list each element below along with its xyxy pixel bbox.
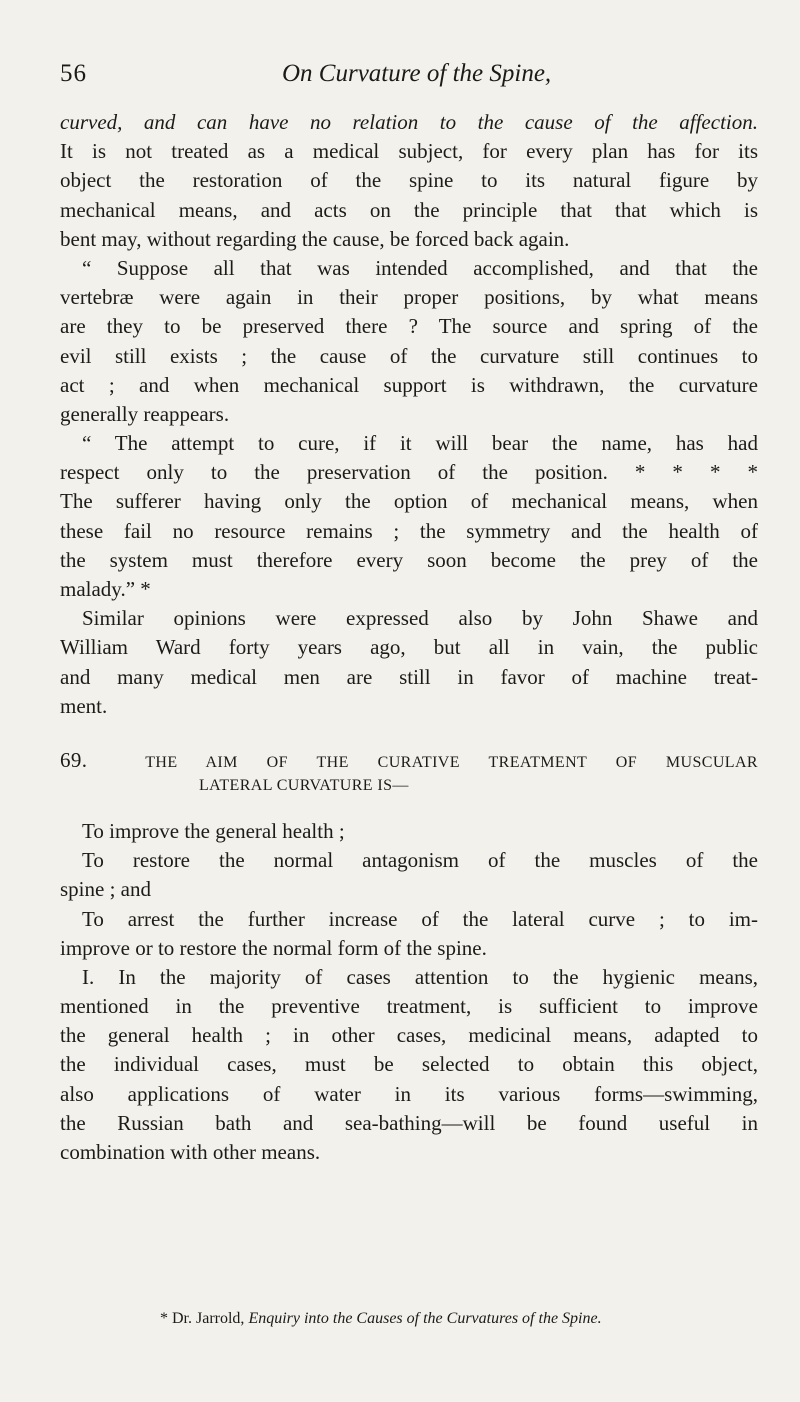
text-line: The sufferer having only the option of mechanical means, when	[60, 489, 758, 514]
text-line: mechanical means, and acts on the principle that that which is	[60, 197, 758, 222]
running-title: On Curvature of the Spine,	[282, 60, 552, 87]
paragraph-1	[60, 108, 758, 254]
text-line: are they to be preserved there ? The source and spring of the	[60, 314, 758, 339]
aim-item: To arrest the further increase of the lateral curve ; to im-	[82, 906, 758, 931]
page-number: 56	[60, 60, 87, 87]
text-line: mentioned in the preventive treatment, is sufficient to improve	[60, 994, 758, 1019]
text-line: these fail no resource remains ; the symmetry and the health of	[60, 518, 758, 543]
aim-item: To restore the normal antagonism of the muscles of the	[82, 848, 758, 873]
running-head	[60, 56, 758, 92]
body-text	[60, 108, 758, 1167]
text-line: also applications of water in its various forms—swimming,	[60, 1081, 758, 1106]
aim-item-continued: spine ; and	[60, 877, 151, 902]
footnote-marker: * Dr. Jarrold,	[160, 1310, 245, 1327]
text-line: “ The attempt to cure, if it will bear the name, has had	[82, 431, 758, 456]
text-line: the system must therefore every soon become the prey of the	[60, 547, 758, 572]
text-line: the Russian bath and sea-bathing—will be found useful in	[60, 1110, 758, 1135]
section-heading	[60, 747, 758, 799]
text-line: act ; and when mechanical support is withdrawn, the curvature	[60, 372, 758, 397]
paragraph-2	[60, 254, 758, 429]
text-line: “ Suppose all that was intended accomplished, and that the	[82, 255, 758, 280]
section-heading-line-2: LATERAL CURVATURE IS—	[199, 776, 409, 794]
aims-list	[60, 817, 758, 963]
spacer	[60, 721, 758, 747]
paragraph-3	[60, 429, 758, 604]
aim-item: To improve the general health ;	[82, 818, 345, 843]
text-line: the general health ; in other cases, medicinal means, adapted to	[60, 1023, 758, 1048]
paragraph-4	[60, 604, 758, 721]
text-line: ment.	[60, 693, 108, 718]
section-number: 69.	[60, 747, 88, 772]
text-line: Similar opinions were expressed also by John Shawe and	[82, 606, 758, 631]
text-line: vertebræ were again in their proper positions, by what means	[60, 285, 758, 310]
aim-item-continued: improve or to restore the normal form of the spine.	[60, 935, 487, 960]
text-line: malady.” *	[60, 577, 151, 601]
section-heading-line	[60, 747, 758, 773]
text-line: I. In the majority of cases attention to the hygienic means,	[82, 964, 758, 989]
spacer	[60, 799, 758, 817]
section-heading-text: THE AIM OF THE CURATIVE TREATMENT OF MUSCULAR	[145, 753, 758, 771]
text-line: generally reappears.	[60, 401, 230, 426]
text-line: respect only to the preservation of the position. * * * *	[60, 460, 758, 485]
text-line: object the restoration of the spine to its natural figure by	[60, 168, 758, 193]
text-line: the individual cases, must be selected to obtain this object,	[60, 1052, 758, 1077]
paragraph-5	[60, 963, 758, 1167]
text-line: evil still exists ; the cause of the curvature still continues to	[60, 343, 758, 368]
text-line: combination with other means.	[60, 1140, 321, 1164]
text-line: William Ward forty years ago, but all in vain, the public	[60, 635, 758, 660]
text-line: bent may, without regarding the cause, be forced back again.	[60, 226, 570, 251]
text-line: curved, and can have no relation to the cause of the affection.	[60, 110, 758, 134]
footnote-title: Enquiry into the Causes of the Curvatures of the Spine.	[248, 1310, 602, 1327]
text-line: and many medical men are still in favor of machine treat-	[60, 664, 758, 689]
footnote	[160, 1308, 602, 1330]
text-line: It is not treated as a medical subject, for every plan has for its	[60, 139, 758, 164]
